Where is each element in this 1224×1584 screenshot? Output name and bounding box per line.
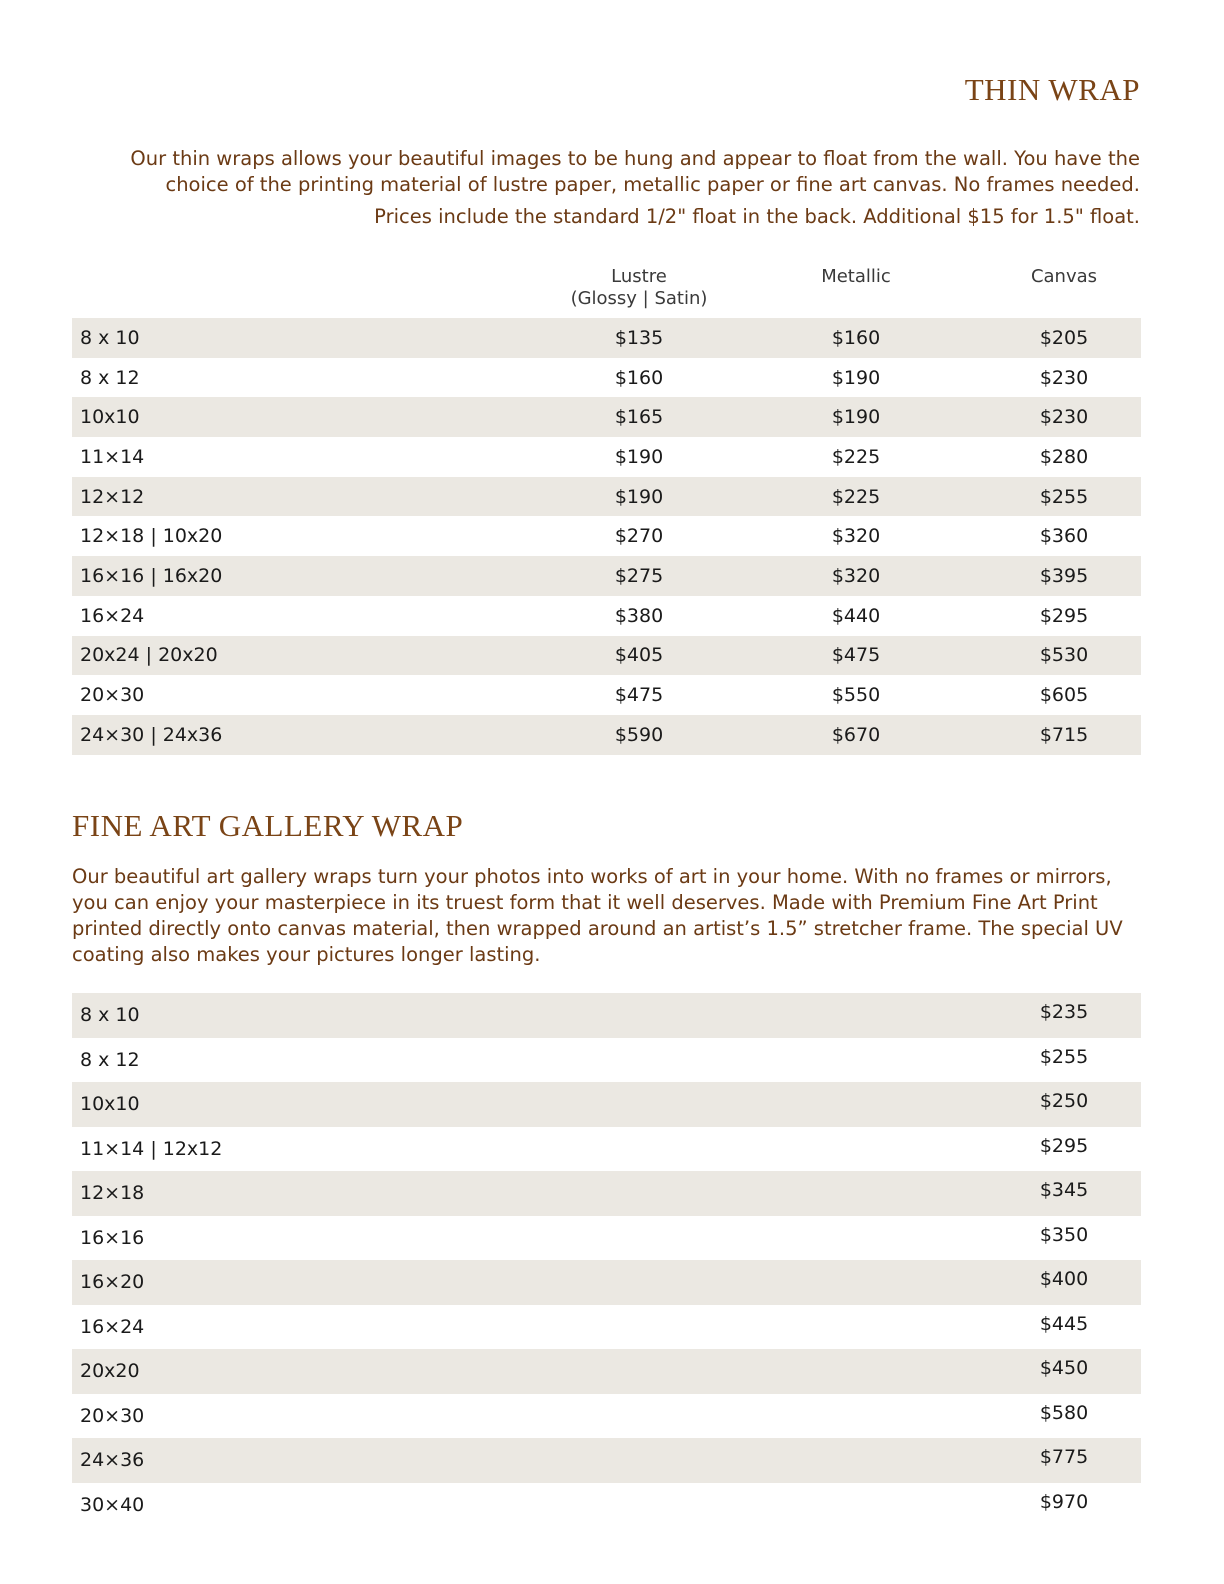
thin-wrap-float-note: Prices include the standard 1/2" float in the back. Additional $15 for 1.5" float. [374,205,1140,228]
canvas-price: $230 [1039,366,1089,389]
canvas-price: $255 [1039,485,1089,508]
size-label: 8 x 12 [80,1048,140,1071]
gallery-wrap-price-table [72,993,1141,1527]
table-row [72,318,1141,358]
lustre-price: $190 [614,445,664,468]
table-row [72,675,1141,715]
table-row [72,556,1141,596]
lustre-price: $165 [614,406,664,429]
gallery-wrap-title: FINE ART GALLERY WRAP [72,808,464,843]
canvas-price: $530 [1039,644,1089,667]
metallic-price: $475 [831,644,881,667]
canvas-price: $395 [1039,564,1089,587]
column-header-metallic: Metallic [821,266,891,287]
metallic-price: $320 [831,525,881,548]
size-label: 20x20 [80,1360,140,1383]
size-label: 12×18 | 10x20 [80,525,223,548]
gallery-price: $235 [1039,1001,1089,1023]
gallery-price: $445 [1039,1312,1089,1335]
table-row [72,1260,1141,1305]
table-row [72,437,1141,477]
metallic-price: $670 [831,723,881,746]
size-label: 24×30 | 24x36 [80,723,223,746]
size-label: 30×40 [80,1493,145,1516]
thin-wrap-price-table [72,318,1141,755]
lustre-price: $590 [614,723,664,746]
table-row [72,715,1141,755]
gallery-price: $350 [1039,1223,1089,1246]
gallery-price: $255 [1039,1045,1089,1068]
metallic-price: $225 [831,485,881,508]
table-row [72,1438,1141,1483]
canvas-price: $715 [1039,723,1089,746]
column-header-lustre-finish: (Glossy | Satin) [570,288,708,309]
size-label: 20×30 [80,684,145,707]
metallic-price: $225 [831,445,881,468]
size-label: 10x10 [80,1093,140,1116]
table-row [72,1305,1141,1350]
column-header-lustre [539,266,739,310]
gallery-price: $250 [1039,1090,1089,1112]
metallic-price: $440 [831,604,881,627]
lustre-price: $135 [614,326,664,349]
gallery-price: $450 [1039,1357,1089,1379]
size-label: 16×24 [80,604,145,627]
size-label: 8 x 10 [80,326,140,349]
size-label: 16×24 [80,1315,145,1338]
column-header-lustre-label: Lustre [611,266,667,287]
size-label: 12×12 [80,485,145,508]
metallic-price: $160 [831,326,881,349]
lustre-price: $475 [614,684,664,707]
canvas-price: $280 [1039,445,1089,468]
gallery-price: $580 [1039,1401,1089,1424]
canvas-price: $205 [1039,326,1089,349]
size-label: 24×36 [80,1449,145,1472]
metallic-price: $190 [831,366,881,389]
gallery-price: $970 [1039,1490,1089,1513]
table-row [72,993,1141,1038]
gallery-price: $295 [1039,1134,1089,1157]
canvas-price: $360 [1039,525,1089,548]
size-label: 8 x 12 [80,366,140,389]
table-row [72,516,1141,556]
size-label: 20x24 | 20x20 [80,644,218,667]
thin-wrap-title: THIN WRAP [964,72,1140,107]
canvas-price: $295 [1039,604,1089,627]
table-row [72,1127,1141,1172]
table-row [72,1038,1141,1083]
size-label: 16×20 [80,1271,145,1294]
metallic-price: $320 [831,564,881,587]
canvas-price: $605 [1039,684,1089,707]
size-label: 10x10 [80,406,140,429]
lustre-price: $275 [614,564,664,587]
size-label: 16×16 | 16x20 [80,564,223,587]
size-label: 12×18 [80,1182,145,1205]
lustre-price: $160 [614,366,664,389]
lustre-price: $405 [614,644,664,667]
size-label: 11×14 | 12x12 [80,1137,223,1160]
gallery-wrap-description: Our beautiful art gallery wraps turn your photos into works of art in your home. With no frames or mirrors, you can enjoy your masterpiece in its truest form that it well deserves. Made with Premium Fine Art Print printed directly onto canvas material, then wrapped around an artist’s 1.5” stretcher frame. The special UV coating also makes your pictures longer lasting. [72,865,1123,966]
column-header-canvas: Canvas [1030,266,1098,287]
gallery-price: $400 [1039,1268,1089,1290]
thin-wrap-description: Our thin wraps allows your beautiful images to be hung and appear to float from the wall. You have the choice of the printing material of lustre paper, metallic paper or fine art canvas. No frames needed. [130,147,1140,196]
table-row [72,477,1141,517]
lustre-price: $270 [614,525,664,548]
size-label: 16×16 [80,1226,145,1249]
size-label: 11×14 [80,445,145,468]
size-label: 20×30 [80,1404,145,1427]
table-row [72,1171,1141,1216]
size-label: 8 x 10 [80,1004,140,1027]
metallic-price: $550 [831,684,881,707]
table-row [72,596,1141,636]
canvas-price: $230 [1039,406,1089,429]
lustre-price: $190 [614,485,664,508]
table-row [72,1082,1141,1127]
gallery-price: $775 [1039,1446,1089,1468]
gallery-price: $345 [1039,1179,1089,1201]
table-row [72,358,1141,398]
table-row [72,636,1141,676]
table-row [72,1216,1141,1261]
table-row [72,397,1141,437]
table-row [72,1349,1141,1394]
lustre-price: $380 [614,604,664,627]
metallic-price: $190 [831,406,881,429]
table-row [72,1483,1141,1528]
table-row [72,1394,1141,1439]
